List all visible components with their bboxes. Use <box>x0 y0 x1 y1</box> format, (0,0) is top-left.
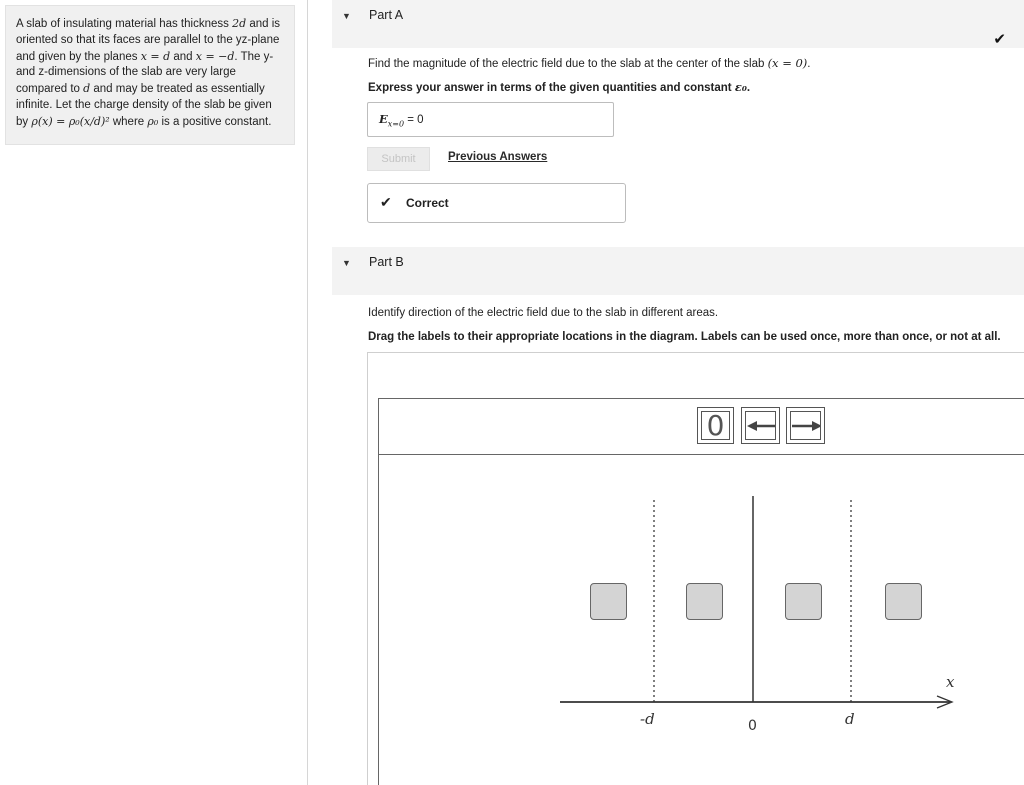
part-a-complete-check-icon: ✔ <box>993 31 1006 48</box>
problem-text-5: and may be treated as essentially infinite. Let the charge density of the slab be given by <box>16 83 272 128</box>
problem-text-6: where <box>112 115 145 128</box>
drop-target-right-outside[interactable] <box>885 583 922 620</box>
part-a-question-math: (x = 0) <box>767 56 808 70</box>
part-a-instruction: Express your answer in terms of the given quantities and constant ε₀. <box>368 80 751 94</box>
problem-math-density: ρ(x) = ρ₀(x/d)² <box>31 114 110 128</box>
problem-text-3: and <box>173 50 193 63</box>
part-b-question: Identify direction of the electric field due to the slab in different areas. <box>368 307 719 319</box>
correct-label: Correct <box>406 196 449 210</box>
part-a-collapse-icon[interactable]: ▼ <box>342 11 351 21</box>
drag-label-zero-text: 0 <box>701 411 730 440</box>
part-b-title: Part B <box>369 255 404 269</box>
problem-math-plane-pos: x = d <box>140 49 171 63</box>
correct-check-icon: ✔ <box>380 194 392 210</box>
tick-label-neg-d: -d <box>640 710 655 728</box>
answer-value: = 0 <box>404 114 424 126</box>
drop-target-left-inside[interactable] <box>686 583 723 620</box>
problem-text-4: . The y- and z-dimensions of the slab are very large compared to <box>16 50 274 96</box>
tick-label-zero: 0 <box>748 718 757 734</box>
problem-text-2: and is oriented so that its faces are parallel to the yz-plane and given by the planes <box>16 18 281 63</box>
part-a-instruction-math: ε₀ <box>734 80 747 94</box>
answer-variable: E <box>379 112 388 126</box>
problem-math-d: d <box>83 82 91 96</box>
tick-label-pos-d: d <box>845 710 855 728</box>
submit-button[interactable]: Submit <box>367 147 430 171</box>
problem-text-1: A slab of insulating material has thickness <box>16 18 229 30</box>
answer-subscript: x=0 <box>387 119 405 129</box>
drop-target-left-outside[interactable] <box>590 583 627 620</box>
x-axis-label: x <box>946 673 955 691</box>
part-b-instruction: Drag the labels to their appropriate locations in the diagram. Labels can be used once, more than once, or not at all. <box>368 331 1001 343</box>
part-b-collapse-icon[interactable]: ▼ <box>342 258 351 268</box>
part-a-question-text: Find the magnitude of the electric field due to the slab at the center of the slab <box>368 58 765 70</box>
part-a-question: Find the magnitude of the electric field due to the slab at the center of the slab (x = 0). <box>368 56 811 70</box>
problem-math-rho0: ρ₀ <box>147 114 159 128</box>
drop-target-right-inside[interactable] <box>785 583 822 620</box>
problem-text-7: is a positive constant. <box>161 115 272 128</box>
part-a-title: Part A <box>369 8 404 22</box>
previous-answers-link[interactable]: Previous Answers <box>448 151 548 163</box>
problem-math-thickness: 2d <box>232 17 247 30</box>
problem-math-plane-neg: x = −d <box>195 49 235 63</box>
part-a-instruction-text: Express your answer in terms of the given quantities and constant <box>368 82 732 94</box>
